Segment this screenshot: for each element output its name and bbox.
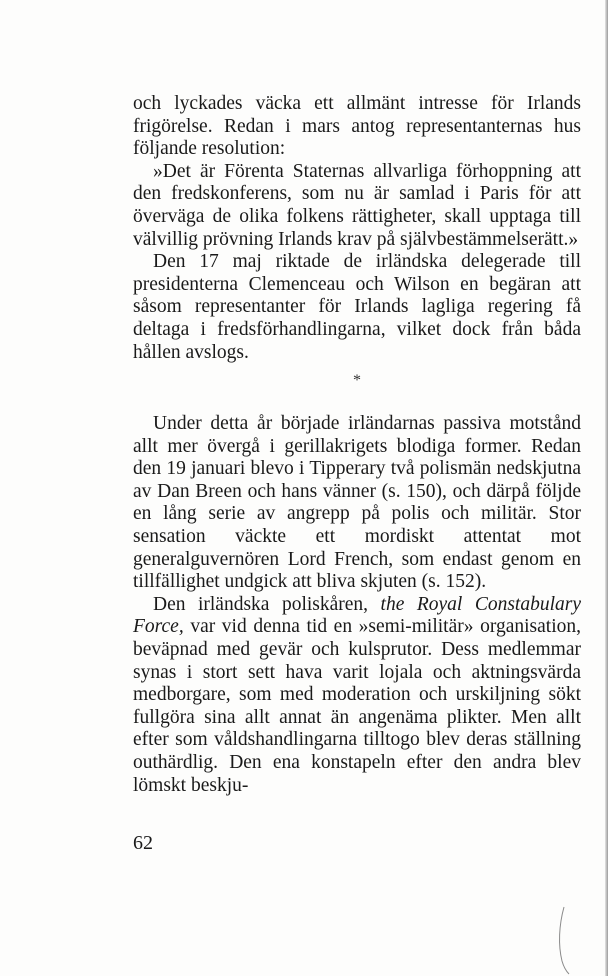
section-asterism: * <box>353 372 361 389</box>
paragraph-police-force <box>133 594 581 797</box>
top-text-block <box>133 93 581 364</box>
police-paragraph-after: var vid denna tid en »semi-militär» organisation, beväpnad med gevär och kulsprutor. Dess medlemmar synas i stort sett hava varit lojala och aktningsvärda medborgare, som med moderation och urskiljning sökt fullgöra sina allt annat än angenäma plikter. Men allt efter som våldshandlingarna tilltogo blev deras ställning outhärdlig. Den ena konstapeln efter den andra blev lömskt beskju- <box>133 616 581 796</box>
paragraph-guerrilla-war: Under detta år började irländarnas passiva motstånd allt mer övergå i gerillakrigets blodiga former. Redan den 19 januari blevo i Tipperary två polismän nedskjutna av Dan Breen och hans vänner (s. 150), och därpå följde en lång serie av angrepp på polis och militär. Stor sensation väckte ett mordiskt attentat mot generalguvernören Lord French, som endast genom en tillfällighet undgick att bliva skjuten (s. 152). <box>133 413 581 593</box>
margin-pencil-mark <box>556 905 570 975</box>
police-paragraph-before: Den irländska poliskåren, <box>153 593 381 615</box>
page-number: 62 <box>133 832 153 854</box>
paragraph-continuation: och lyckades väcka ett allmänt intresse för Irlands frigörelse. Redan i mars antog representanternas hus följande resolution: <box>133 93 581 160</box>
paragraph-may-17: Den 17 maj riktade de irländska delegerade till presidenterna Clemenceau och Wilson en begäran att såsom representanter för Irlands lagliga regering få deltaga i fredsförhandlingarna, vilket dock från båda hållen avslogs. <box>133 251 581 363</box>
police-force-name: the Royal Constabulary Force, <box>133 593 581 638</box>
bottom-text-block <box>133 413 581 797</box>
paragraph-resolution-quote: »Det är Förenta Staternas allvarliga förhoppning att den fredskonferens, som nu är samlad i Paris för att överväga de olika folkens rättigheter, skall upptaga till välvillig prövning Irlands krav på självbestämmelserätt.» <box>133 160 581 250</box>
